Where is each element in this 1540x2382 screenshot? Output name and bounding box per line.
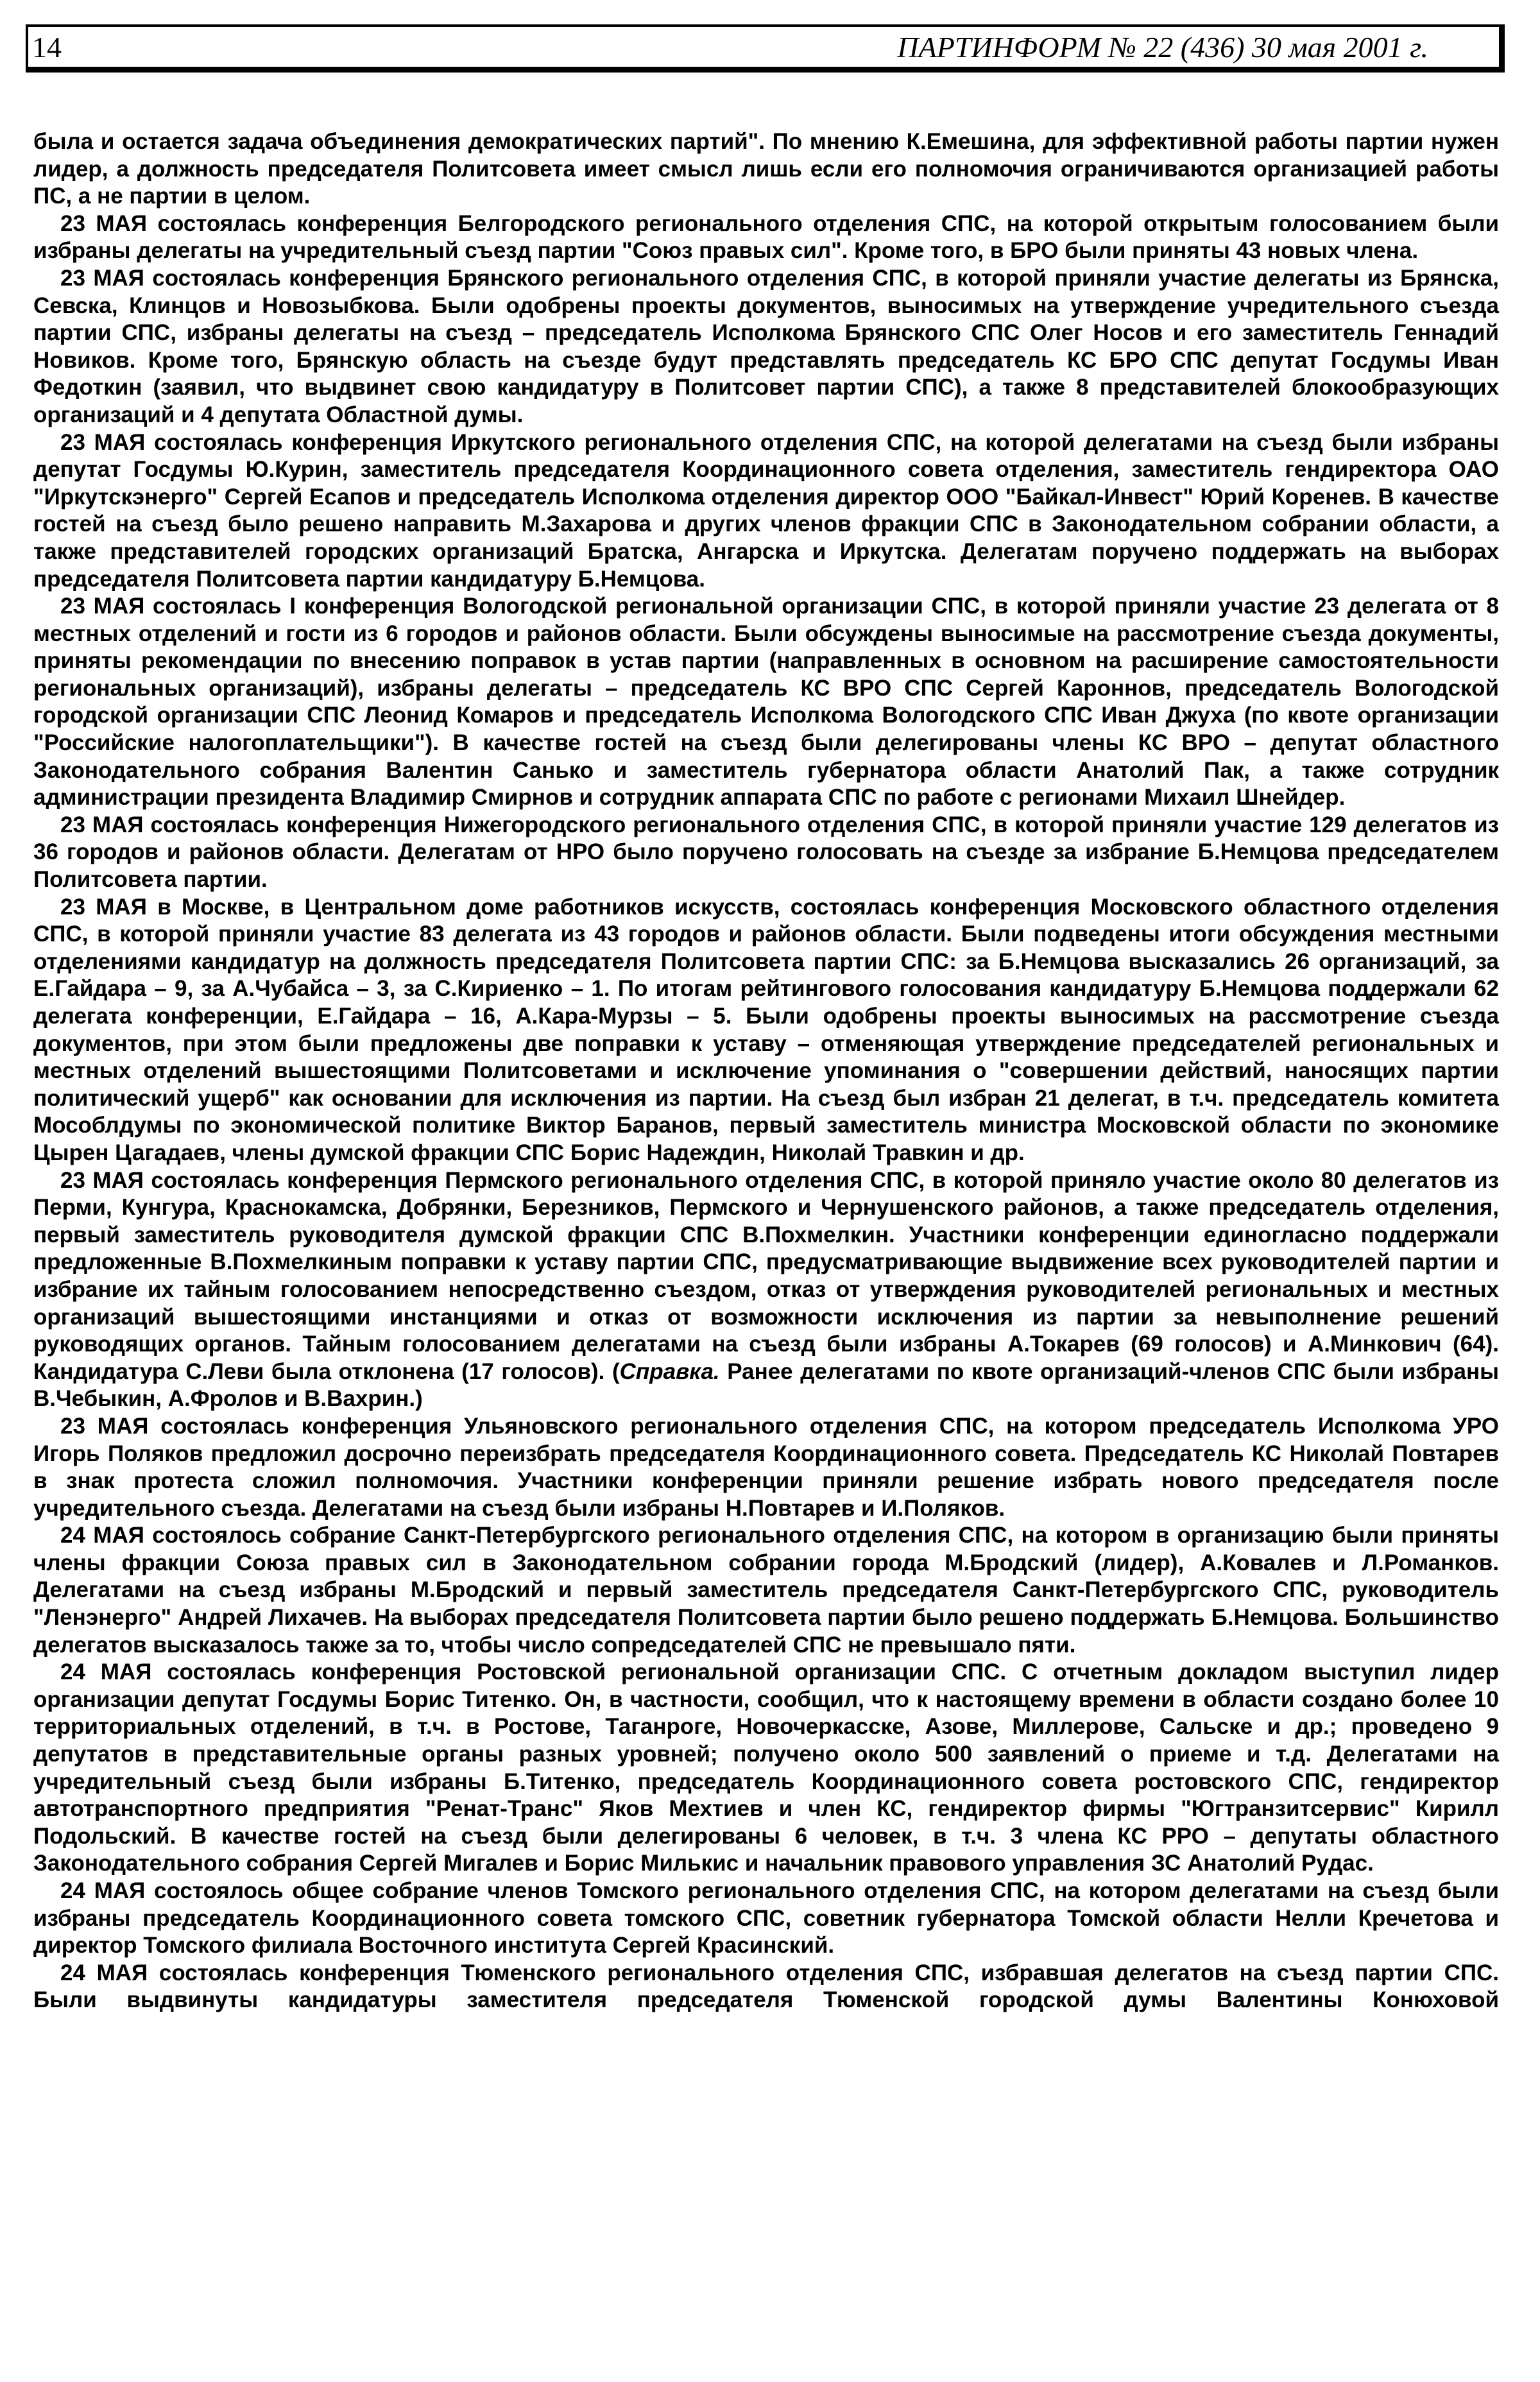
paragraph: была и остается задача объединения демократических партий". По мнению К.Емешина, для эффективной работы партии нужен лидер, а должность председателя Политсовета имеет смысл лишь если его полномочия ограничиваются организацией работы ПС, а не партии в целом. [33,129,1499,209]
issue-title: ПАРТИНФОРМ № 22 (436) 30 мая 2001 г. [897,31,1428,64]
page-number: 14 [32,31,62,64]
reference-label: Справка. [619,1358,720,1384]
page-header [26,24,1505,73]
paragraph: 24 МАЯ состоялась конференция Ростовской региональной организации СПС. С отчетным докладом выступил лидер организации депутат Госдумы Борис Титенко. Он, в частности, сообщил, что к настоящему времени в области создано более 10 территориальных отделений, в т.ч. в Ростове, Таганроге, Новочеркасске, Азове, Миллерове, Сальске и др.; проведено 9 депутатов в представительные органы разных уровней; получено около 500 заявлений о приеме и т.д. Делегатами на учредительный съезд были избраны Б.Титенко, председатель Координационного совета ростовского СПС, гендиректор автотранспортного предприятия "Ренат-Транс" Яков Мехтиев и член КС, гендиректор фирмы "Югтранзитсервис" Кирилл Подольский. В качестве гостей на съезд были делегированы 6 человек, в т.ч. 3 члена КС РРО – депутаты областного Законодательного собрания Сергей Мигалев и Борис Милькис и начальник правового управления ЗС Анатолий Рудас. [33,1659,1499,1876]
article-body [33,128,1499,2014]
paragraph: 23 МАЯ состоялась I конференция Вологодской региональной организации СПС, в которой приняли участие 23 делегата от 8 местных отделений и гости из 6 городов и районов области. Были обсуждены выносимые на рассмотрение съезда документы, приняты рекомендации по внесению поправок в устав партии (направленных в основном на расширение самостоятельности региональных организаций), избраны делегаты – председатель КС ВРО СПС Сергей Кароннов, председатель Вологодской городской организации СПС Леонид Комаров и председатель Исполкома Вологодского СПС Иван Джуха (по квоте организации "Российские налогоплательщики"). В качестве гостей на съезд были делегированы члены КС ВРО – депутат областного Законодательного собрания Валентин Санько и заместитель губернатора области Анатолий Пак, а также сотрудник администрации президента Владимир Смирнов и сотрудник аппарата СПС по работе с регионами Михаил Шнейдер. [33,594,1499,810]
text: 23 МАЯ состоялась конференция Пермского регионального отделения СПС, в которой приняло участие около 80 делегатов из Перми, Кунгура, Краснокамска, Добрянки, Березников, Пермского и Чернушенского районов, а также председатель отделения, первый заместитель руководителя думской фракции СПС В.Похмелкин. Участники конференции единогласно поддержали предложенные В.Похмелкиным поправки к уставу партии СПС, предусматривающие выдвижение всех руководителей партии и избрание их тайным голосованием непосредственно съездом, отказ от утверждения руководителей региональных и местных организаций вышестоящими инстанциями и отказ от возможности исключения из партии за невыполнение решений руководящих органов. Тайным голосованием делегатами на съезд были избраны А.Токарев (69 голосов) и А.Минкович (64). Кандидатура С.Леви была отклонена (17 голосов). ( [33,1167,1499,1384]
paragraph: 24 МАЯ состоялось общее собрание членов Томского регионального отделения СПС, на котором делегатами на съезд были избраны председатель Координационного совета томского СПС, советник губернатора Томской области Нелли Кречетова и директор Томского филиала Восточного института Сергей Красинский. [33,1878,1499,1958]
paragraph: 23 МАЯ в Москве, в Центральном доме работников искусств, состоялась конференция Московского областного отделения СПС, в которой приняли участие 83 делегата из 43 городов и районов области. Были подведены итоги обсуждения местными отделениями кандидатур на должность председателя Политсовета партии СПС: за Б.Немцова высказались 26 организаций, за Е.Гайдара – 9, за А.Чубайса – 3, за С.Кириенко – 1. По итогам рейтингового голосования кандидатуру Б.Немцова поддержали 62 делегата конференции, Е.Гайдара – 16, А.Кара-Мурзы – 5. Были одобрены проекты выносимых на рассмотрение съезда документов, при этом были предложены две поправки к уставу – отменяющая утверждение председателей региональных и местных отделений вышестоящими Политсоветами и исключение упоминания о "совершении действий, наносящих партии политический ущерб" как основании для исключения из партии. На съезд был избран 21 делегат, в т.ч. председатель комитета Мособлдумы по экономической политике Виктор Баранов, первый заместитель министра Московской области по экономике Цырен Цагадаев, члены думской фракции СПС Борис Надеждин, Николай Травкин и др. [33,894,1499,1165]
paragraph: 23 МАЯ состоялась конференция Нижегородского регионального отделения СПС, в которой приняли участие 129 делегатов из 36 городов и районов области. Делегатам от НРО было поручено голосовать на съезде за избрание Б.Немцова председателем Политсовета партии. [33,812,1499,893]
paragraph: 23 МАЯ состоялась конференция Белгородского регионального отделения СПС, на которой открытым голосованием были избраны делегаты на учредительный съезд партии "Союз правых сил". Кроме того, в БРО были приняты 43 новых члена. [33,210,1499,264]
paragraph: 23 МАЯ состоялась конференция Брянского регионального отделения СПС, в которой приняли участие делегаты из Брянска, Севска, Клинцов и Новозыбкова. Были одобрены проекты документов, выносимых на утверждение учредительного съезда партии СПС, избраны делегаты на съезд – председатель Исполкома Брянского СПС Олег Носов и его заместитель Геннадий Новиков. Кроме того, Брянскую область на съезде будут представлять председатель КС БРО СПС депутат Госдумы Иван Федоткин (заявил, что выдвинет свою кандидатуру в Политсовет партии СПС), а также 8 представителей блокообразующих организаций и 4 депутата Областной думы. [33,265,1499,427]
paragraph: 23 МАЯ состоялась конференция Ульяновского регионального отделения СПС, на котором председатель Исполкома УРО Игорь Поляков предложил досрочно переизбрать председателя Координационного совета. Председатель КС Николай Повтарев в знак протеста сложил полномочия. Участники конференции приняли решение избрать нового председателя после учредительного съезда. Делегатами на съезд были избраны Н.Повтарев и И.Поляков. [33,1413,1499,1521]
paragraph-perm [33,1167,1499,1413]
paragraph: 24 МАЯ состоялось собрание Санкт-Петербургского регионального отделения СПС, на котором в организацию были приняты члены фракции Союза правых сил в Законодательном собрании города М.Бродский (лидер), А.Ковалев и Л.Романков. Делегатами на съезд избраны М.Бродский и первый заместитель председателя Санкт-Петербургского СПС, руководитель "Ленэнерго" Андрей Лихачев. На выборах председателя Политсовета партии было решено поддержать Б.Немцова. Большинство делегатов высказалось также за то, чтобы число сопредседателей СПС не превышало пяти. [33,1523,1499,1658]
text: Ранее делегатами по квоте организаций-членов СПС были избраны В.Чебыкин, А.Фролов и В.Вахрин.) [33,1358,1499,1412]
paragraph: 24 МАЯ состоялась конференция Тюменского регионального отделения СПС, избравшая делегатов на съезд партии СПС. Были выдвинуты кандидатуры заместителя председателя Тюменской городской думы Валентины Конюховой [33,1960,1499,2013]
paragraph: 23 МАЯ состоялась конференция Иркутского регионального отделения СПС, на которой делегатами на съезд были избраны депутат Госдумы Ю.Курин, заместитель председателя Координационного совета отделения, заместитель гендиректора ОАО "Иркутскэнерго" Сергей Есапов и председатель Исполкома отделения директор ООО "Байкал-Инвест" Юрий Коренев. В качестве гостей на съезд было решено направить М.Захарова и других членов фракции СПС в Законодательном собрании области, а также представителей городских организаций Братска, Ангарска и Иркутска. Делегатам поручено поддержать на выборах председателя Политсовета партии кандидатуру Б.Немцова. [33,429,1499,592]
